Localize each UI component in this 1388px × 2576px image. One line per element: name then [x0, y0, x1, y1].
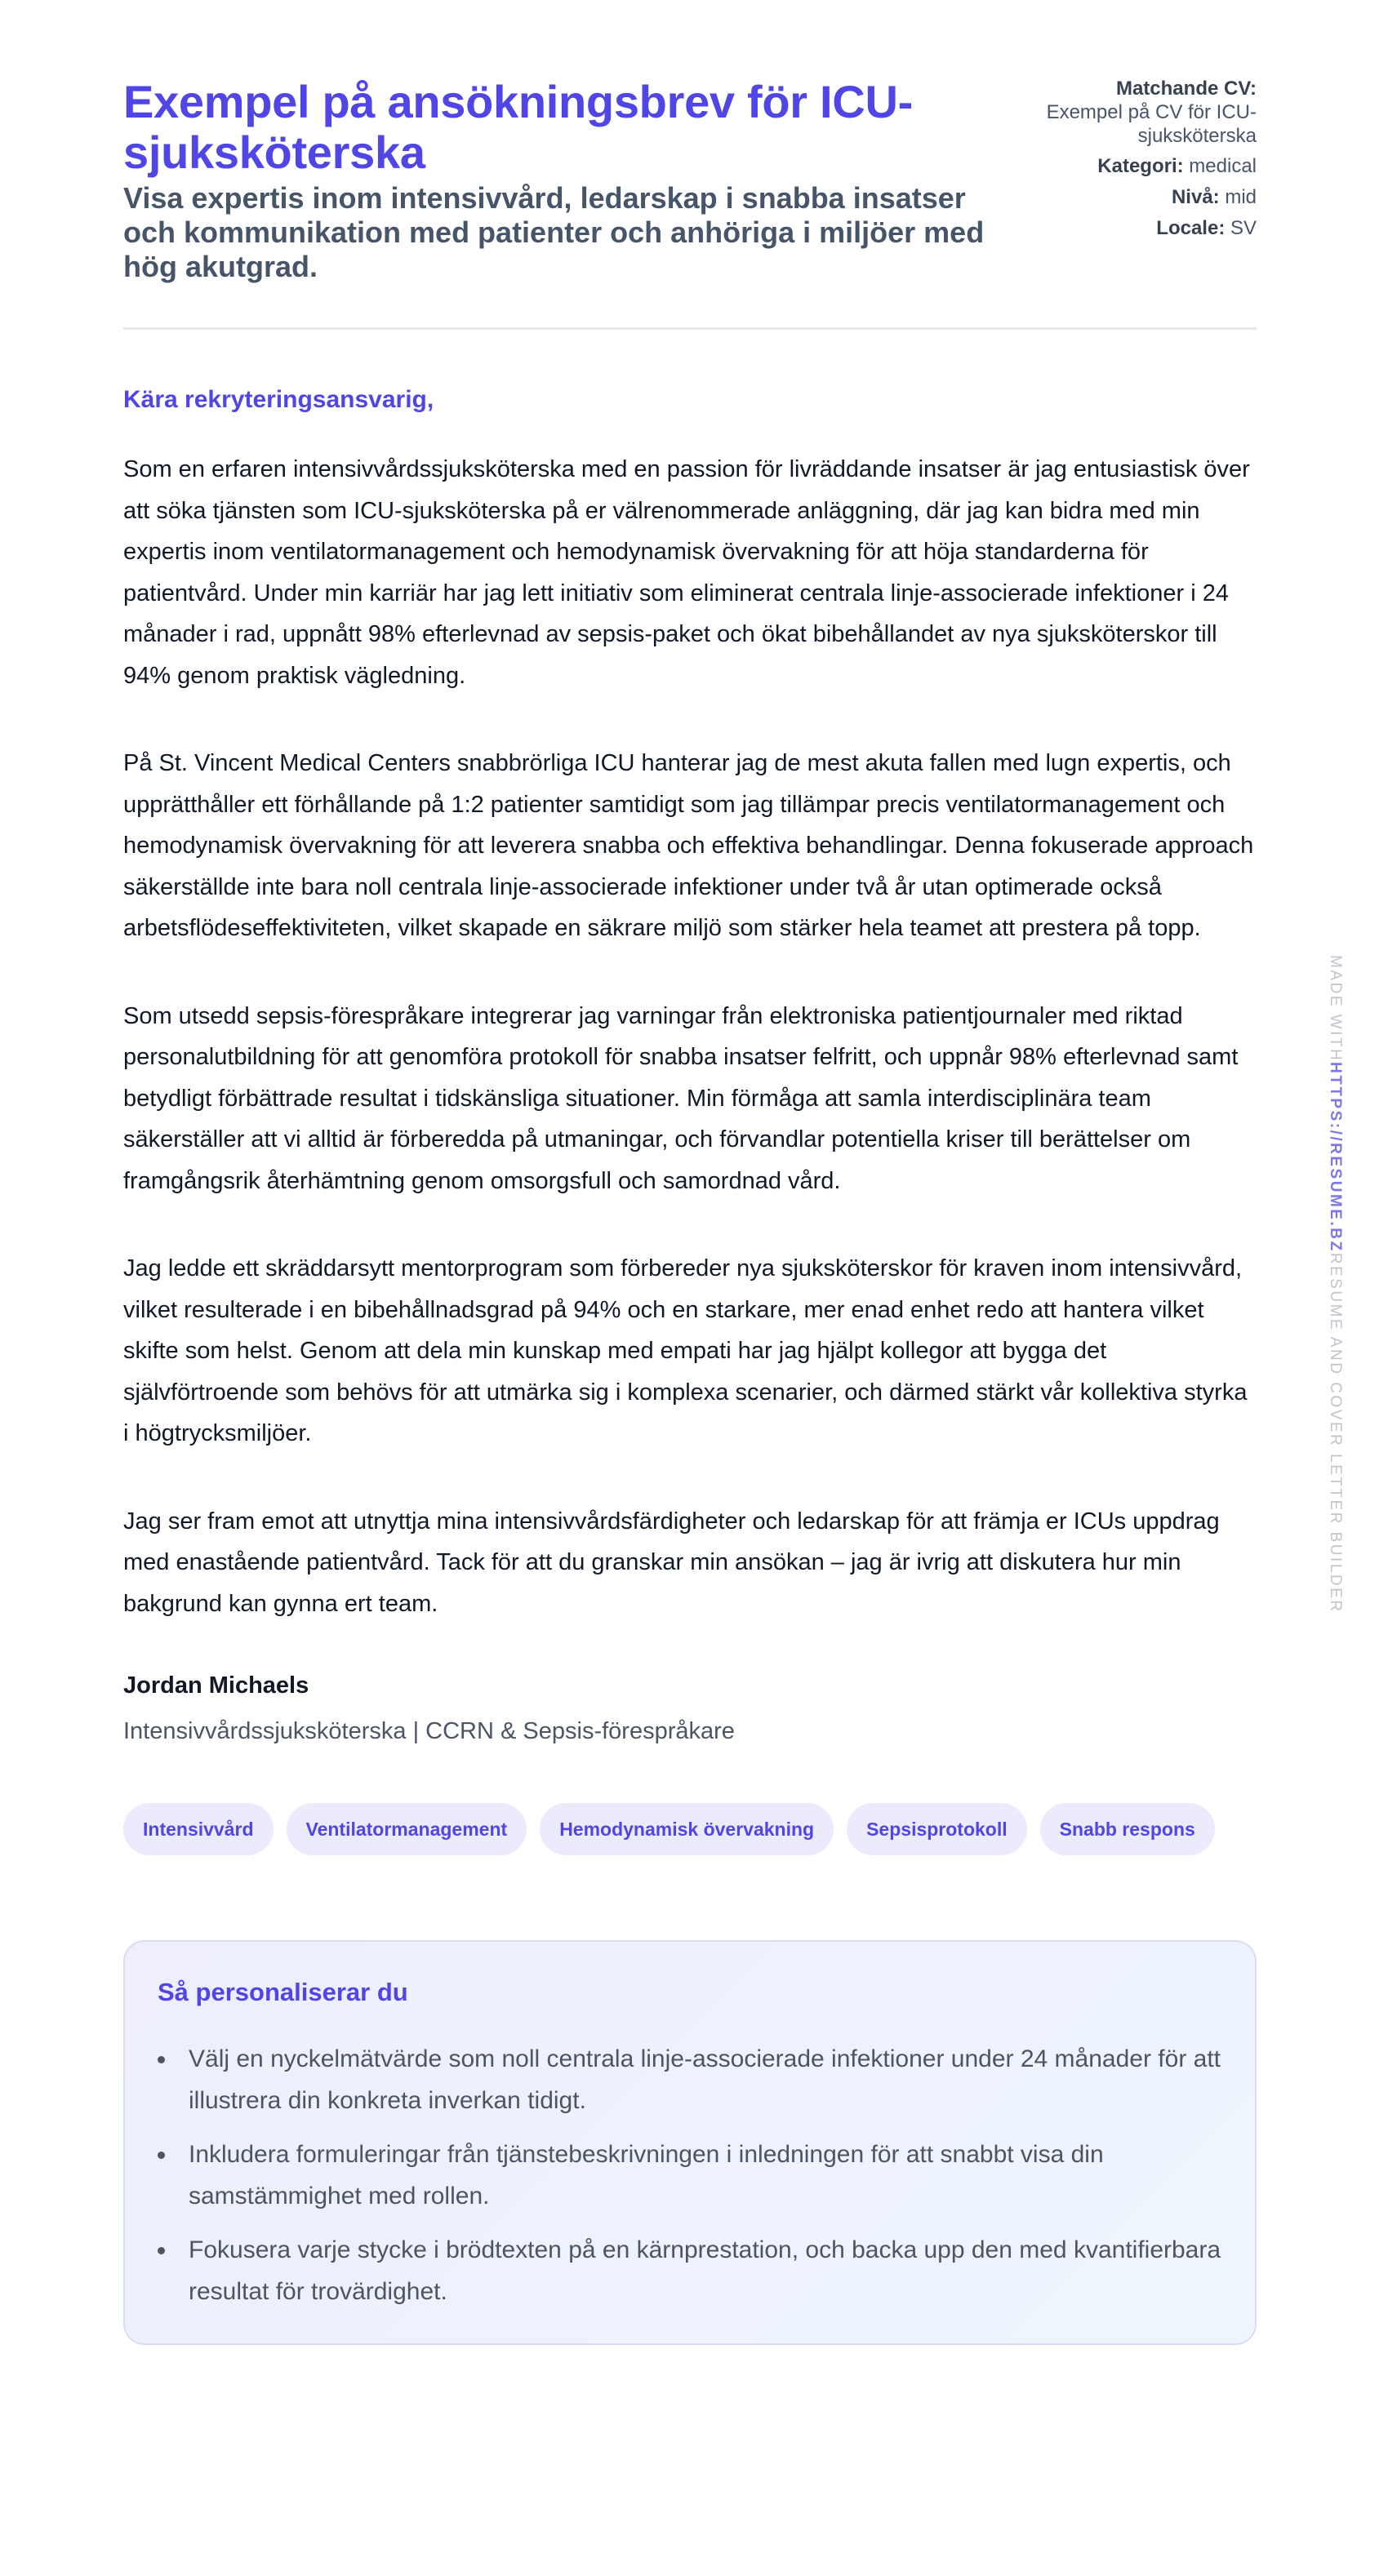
tip-item [158, 2229, 1222, 2312]
page-title: Exempel på ansökningsbrev för ICU-sjuksköterska [123, 76, 913, 178]
meta-locale [1012, 216, 1257, 241]
letter-paragraph: På St. Vincent Medical Centers snabbrörliga ICU hanterar jag de mest akuta fallen med lugn expertis, och upprätthåller ett förhållande på 1:2 patienter samtidigt som jag tillämpar precis ventilatormanagement och hemodynamisk övervakning för att leverera snabba och effektiva behandlingar. Denna fokuserade approach säkerställde inte bara noll centrala linje-associerade infektioner under två år utan optimerade också arbetsflödeseffektiviteten, vilket skapade en säkrare miljö som stärker hela teamet att prestera på topp. [123, 750, 1254, 941]
tip-item [158, 2038, 1222, 2121]
page-header [123, 0, 1257, 330]
signature-name: Jordan Michaels [123, 1672, 309, 1699]
letter-body [123, 449, 1257, 1624]
tips-list [158, 2038, 1222, 2312]
meta-category [1012, 154, 1257, 179]
skill-tag[interactable]: Sepsisprotokoll [847, 1803, 1027, 1855]
bullet-icon [158, 2056, 165, 2063]
meta-matching-cv-label: Matchande CV: [1115, 78, 1257, 100]
meta-category-value: medical [1189, 155, 1257, 177]
watermark-prefix: MADE WITH [1327, 955, 1344, 1063]
bullet-icon [158, 2247, 165, 2254]
watermark-suffix: RESUME AND COVER LETTER BUILDER [1327, 1252, 1344, 1614]
letter-paragraph: Jag ser fram emot att utnyttja mina intensivvårdsfärdigheter och ledarskap för att främja er ICUs uppdrag med enastående patientvård. Tack för att du granskar min ansökan – jag är ivrig att diskutera hur min bakgrund kan gynna ert team. [123, 1508, 1220, 1617]
bullet-icon [158, 2152, 165, 2159]
letter-greeting: Kära rekryteringsansvarig, [123, 386, 434, 413]
tip-text: Fokusera varje stycke i brödtexten på en kärnprestation, och backa upp den med kvantifierbara resultat för trovärdighet. [189, 2236, 1221, 2305]
personalization-tips-card [123, 1940, 1257, 2345]
signature-title: Intensivvårdssjuksköterska | CCRN & Sepsis-förespråkare [123, 1718, 735, 1744]
skill-tag[interactable]: Ventilatormanagement [287, 1803, 527, 1855]
tips-title: Så personaliserar du [158, 1978, 408, 2006]
meta-locale-label: Locale: [1156, 217, 1226, 239]
letter-paragraph: Som en erfaren intensivvårdssjuksköterska med en passion för livräddande insatser är jag entusiastisk över att söka tjänsten som ICU-sjuksköterska på er välrenommerade anläggning, där jag kan bidra med min expertis inom ventilatormanagement och hemodynamisk övervakning för att höja standarderna för patientvård. Under min karriär har jag lett initiativ som eliminerat centrala linje-associerade infektioner i 24 månader i rad, uppnått 98% efterlevnad av sepsis-paket och ökat bibehållandet av nya sjuksköterskor till 94% genom praktisk vägledning. [123, 456, 1250, 689]
watermark-link[interactable]: HTTPS://RESUME.BZ [1327, 1062, 1344, 1253]
letter-paragraph: Som utsedd sepsis-förespråkare integrerar jag varningar från elektroniska patientjournaler med riktad personalutbildning för att genomföra protokoll för snabba insatser felfritt, och uppnår 98% efterlevnad samt betydligt förbättrade resultat i tidskänsliga situationer. Min förmåga att samla interdisciplinära team säkerställer att vi alltid är förberedda på utmaningar, och förvandlar potentiella kriser till berättelser om framgångsrik återhämtning genom omsorgsfull och samordnad vård. [123, 1002, 1239, 1194]
meta-matching-cv [1012, 77, 1257, 148]
tip-item [158, 2134, 1222, 2217]
meta-matching-cv-link[interactable]: Exempel på CV för ICU-sjuksköterska [1046, 101, 1257, 147]
metadata-panel [1012, 77, 1257, 247]
meta-locale-value: SV [1230, 217, 1257, 239]
skill-tag[interactable]: Intensivvård [123, 1803, 274, 1855]
meta-category-label: Kategori: [1097, 155, 1184, 177]
watermark [1319, 955, 1344, 1624]
cover-letter-page [123, 0, 1257, 2345]
meta-level-label: Nivå: [1171, 186, 1220, 208]
skill-tag[interactable]: Snabb respons [1040, 1803, 1215, 1855]
meta-level-value: mid [1225, 186, 1257, 208]
skill-tag[interactable]: Hemodynamisk övervakning [540, 1803, 834, 1855]
letter-paragraph: Jag ledde ett skräddarsytt mentorprogram som förbereder nya sjuksköterskor för kraven inom intensivvård, vilket resulterade i en bibehållnadsgrad på 94% och en starkare, mer enad enhet redo att hantera vilket skifte som helst. Genom att dela min kunskap med empati har jag hjälpt kollegor att bygga det självförtroende som behövs för att utmärka sig i komplexa scenarier, och därmed stärkt vår kollektiva styrka i högtrycksmiljöer. [123, 1255, 1248, 1446]
meta-level [1012, 185, 1257, 210]
tip-text: Inkludera formuleringar från tjänstebeskrivningen i inledningen för att snabbt visa din samstämmighet med rollen. [189, 2141, 1104, 2210]
signature-block [123, 1671, 1257, 1746]
page-subtitle: Visa expertis inom intensivvård, ledarskap i snabba insatser och kommunikation med patienter och anhöriga i miljöer med hög akutgrad. [123, 181, 985, 283]
skill-tags [123, 1803, 1257, 1855]
tip-text: Välj en nyckelmätvärde som noll centrala linje-associerade infektioner under 24 månader för att illustrera din konkreta inverkan tidigt. [189, 2045, 1221, 2114]
